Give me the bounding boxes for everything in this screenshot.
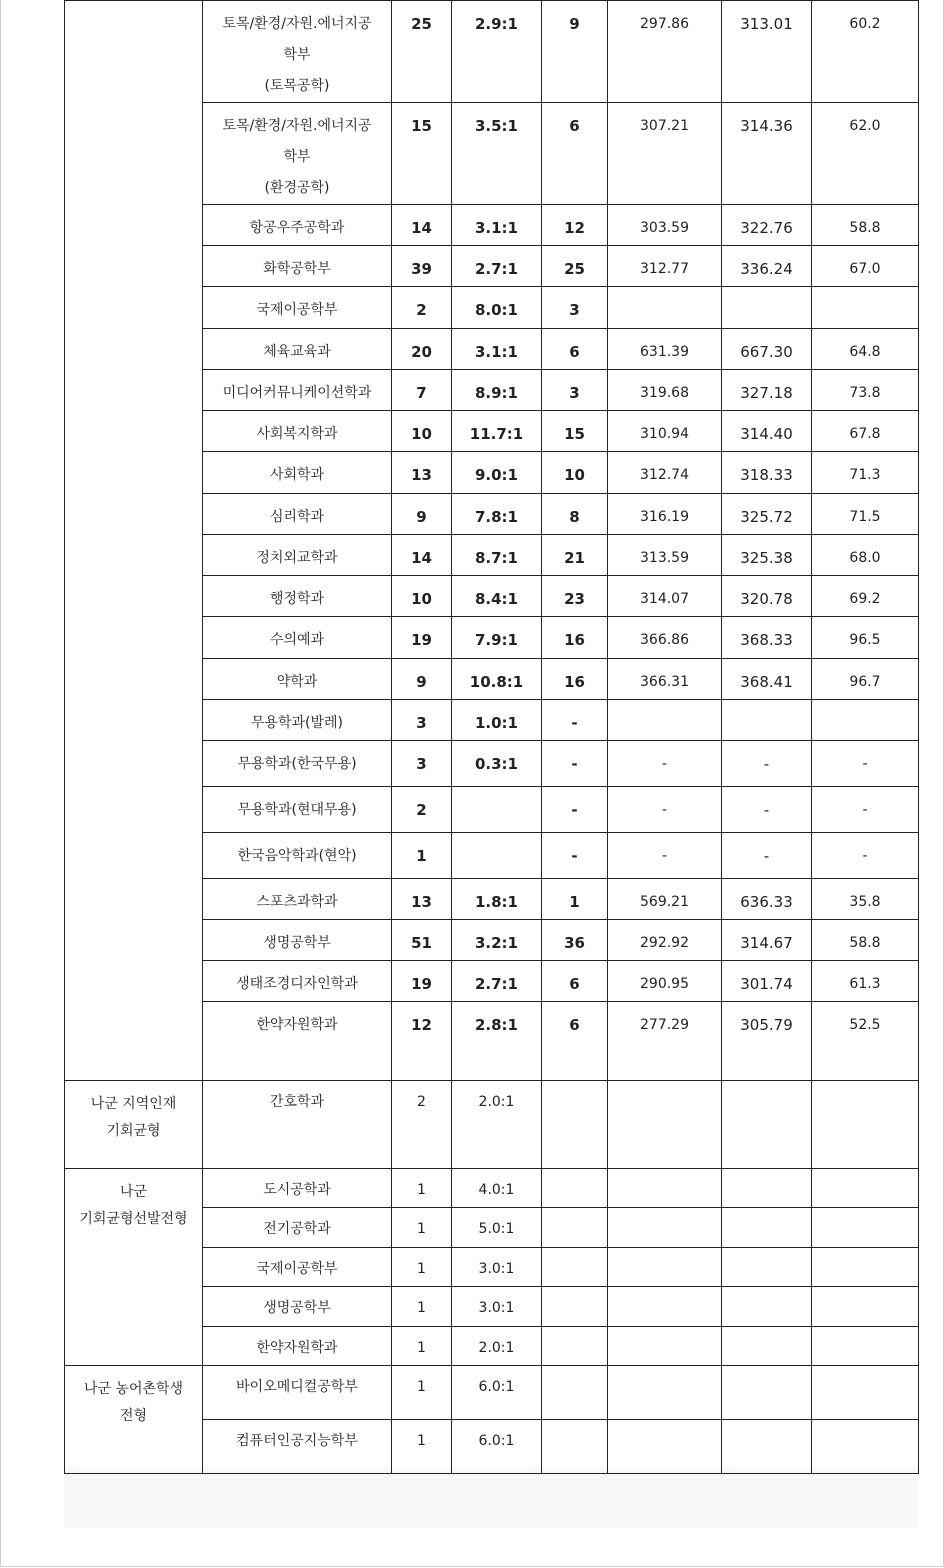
waitlist-rank-cell: 15 [542, 411, 608, 452]
empty-cell [608, 1248, 722, 1287]
score-cell: 366.86 [608, 617, 722, 659]
empty-cell [608, 1327, 722, 1366]
score-cell: 64.8 [812, 329, 919, 370]
score-cell: 316.19 [608, 494, 722, 535]
waitlist-rank-cell: 21 [542, 535, 608, 576]
empty-cell [608, 1081, 722, 1169]
score-cell: 636.33 [722, 879, 812, 920]
table-row [65, 1081, 919, 1169]
competition-ratio-cell: 10.8:1 [452, 659, 542, 700]
score-cell: 58.8 [812, 920, 919, 961]
department-line: 약학과 [276, 674, 318, 690]
score-cell: - [722, 787, 812, 833]
score-cell: 60.2 [812, 1, 919, 103]
competition-ratio-cell [452, 833, 542, 879]
competition-ratio-cell: 6.0:1 [452, 1420, 542, 1474]
quota-cell: 25 [392, 1, 452, 103]
waitlist-rank-cell: - [542, 741, 608, 787]
score-cell: 305.79 [722, 1002, 812, 1081]
score-cell: 327.18 [722, 370, 812, 411]
waitlist-rank-cell: 9 [542, 1, 608, 103]
quota-cell: 1 [392, 1248, 452, 1287]
competition-ratio-cell: 3.0:1 [452, 1287, 542, 1327]
waitlist-rank-cell: 36 [542, 920, 608, 961]
score-cell: 73.8 [812, 370, 919, 411]
quota-cell: 13 [392, 452, 452, 494]
empty-cell [812, 1248, 919, 1287]
department-cell: 바이오메디컬공학부 [203, 1366, 392, 1420]
department-cell: 간호학과 [203, 1081, 392, 1169]
competition-ratio-cell: 2.9:1 [452, 1, 542, 103]
score-cell: 312.77 [608, 246, 722, 287]
department-cell [203, 961, 392, 1002]
score-cell: 313.01 [722, 1, 812, 103]
score-cell: 61.3 [812, 961, 919, 1002]
competition-ratio-cell: 7.8:1 [452, 494, 542, 535]
empty-cell [812, 1287, 919, 1327]
empty-cell [542, 1287, 608, 1327]
empty-cell [608, 1366, 722, 1420]
admission-type-line: 나군 농어촌학생 [83, 1381, 184, 1397]
quota-cell: 9 [392, 494, 452, 535]
empty-cell [812, 1081, 919, 1169]
empty-cell [542, 1169, 608, 1208]
department-line: 학부 [283, 149, 311, 165]
department-cell [203, 659, 392, 700]
competition-ratio-cell: 5.0:1 [452, 1208, 542, 1248]
department-cell [203, 370, 392, 411]
department-line: (환경공학) [264, 180, 330, 196]
score-cell: 319.68 [608, 370, 722, 411]
department-line: (토목공학) [264, 78, 330, 94]
admission-type-line: 기회균형 [106, 1123, 161, 1139]
department-cell [203, 452, 392, 494]
admission-results-table [64, 0, 919, 1474]
footer-band [64, 1468, 918, 1528]
department-cell [203, 833, 392, 879]
score-cell: 297.86 [608, 1, 722, 103]
score-cell: - [812, 787, 919, 833]
waitlist-rank-cell: 6 [542, 103, 608, 205]
score-cell: 314.40 [722, 411, 812, 452]
score-cell: - [722, 833, 812, 879]
score-cell [722, 287, 812, 329]
score-cell: 320.78 [722, 576, 812, 617]
empty-cell [722, 1208, 812, 1248]
quota-cell: 1 [392, 1169, 452, 1208]
waitlist-rank-cell: 23 [542, 576, 608, 617]
quota-cell: 14 [392, 535, 452, 576]
department-cell [203, 494, 392, 535]
admission-type-cell [65, 1169, 203, 1366]
score-cell: 35.8 [812, 879, 919, 920]
department-cell [203, 700, 392, 741]
department-cell [203, 103, 392, 205]
quota-cell: 39 [392, 246, 452, 287]
score-cell: 631.39 [608, 329, 722, 370]
department-line: 무용학과(한국무용) [237, 756, 357, 772]
admission-type-line: 나군 지역인재 [90, 1096, 177, 1112]
waitlist-rank-cell: 16 [542, 659, 608, 700]
empty-cell [812, 1327, 919, 1366]
score-cell: 96.5 [812, 617, 919, 659]
competition-ratio-cell: 8.9:1 [452, 370, 542, 411]
competition-ratio-cell: 8.0:1 [452, 287, 542, 329]
department-cell [203, 411, 392, 452]
department-cell [203, 535, 392, 576]
empty-cell [812, 1366, 919, 1420]
department-cell [203, 205, 392, 246]
table-row [65, 1169, 919, 1208]
competition-ratio-cell: 1.0:1 [452, 700, 542, 741]
department-cell [203, 1, 392, 103]
department-line: 체육교육과 [263, 344, 331, 360]
score-cell: - [608, 787, 722, 833]
waitlist-rank-cell: 12 [542, 205, 608, 246]
empty-cell [722, 1327, 812, 1366]
empty-cell [542, 1327, 608, 1366]
quota-cell: 1 [392, 1366, 452, 1420]
score-cell: 292.92 [608, 920, 722, 961]
department-line: 항공우주공학과 [249, 220, 345, 236]
competition-ratio-cell: 6.0:1 [452, 1366, 542, 1420]
waitlist-rank-cell: - [542, 833, 608, 879]
score-cell: 71.3 [812, 452, 919, 494]
score-cell: 303.59 [608, 205, 722, 246]
competition-ratio-cell: 3.5:1 [452, 103, 542, 205]
table-row [65, 1, 919, 103]
score-cell: 277.29 [608, 1002, 722, 1081]
empty-cell [812, 1208, 919, 1248]
score-cell [812, 700, 919, 741]
department-cell [203, 329, 392, 370]
quota-cell: 20 [392, 329, 452, 370]
score-cell: - [608, 833, 722, 879]
waitlist-rank-cell: 6 [542, 1002, 608, 1081]
department-cell: 전기공학과 [203, 1208, 392, 1248]
waitlist-rank-cell: 6 [542, 961, 608, 1002]
competition-ratio-cell: 1.8:1 [452, 879, 542, 920]
empty-cell [542, 1081, 608, 1169]
competition-ratio-cell: 3.1:1 [452, 205, 542, 246]
department-line: 한약자원학과 [256, 1017, 338, 1033]
department-line: 생명공학부 [263, 935, 331, 951]
department-cell [203, 879, 392, 920]
competition-ratio-cell: 3.1:1 [452, 329, 542, 370]
department-line: 미디어커뮤니케이션학과 [222, 385, 372, 401]
quota-cell: 1 [392, 1208, 452, 1248]
waitlist-rank-cell: 16 [542, 617, 608, 659]
competition-ratio-cell: 7.9:1 [452, 617, 542, 659]
department-cell: 컴퓨터인공지능학부 [203, 1420, 392, 1474]
admission-type-cell [65, 1366, 203, 1474]
score-cell: 314.36 [722, 103, 812, 205]
department-line: 토목/환경/자원.에너지공 [222, 16, 372, 32]
department-cell: 도시공학과 [203, 1169, 392, 1208]
score-cell: 62.0 [812, 103, 919, 205]
department-cell [203, 246, 392, 287]
score-cell: 312.74 [608, 452, 722, 494]
department-line: 사회학과 [269, 467, 325, 483]
competition-ratio-cell: 11.7:1 [452, 411, 542, 452]
score-cell: - [812, 741, 919, 787]
competition-ratio-cell: 2.7:1 [452, 246, 542, 287]
score-cell: 368.33 [722, 617, 812, 659]
score-cell [608, 700, 722, 741]
score-cell: 310.94 [608, 411, 722, 452]
score-cell: - [722, 741, 812, 787]
competition-ratio-cell: 8.4:1 [452, 576, 542, 617]
department-cell [203, 617, 392, 659]
score-cell: 368.41 [722, 659, 812, 700]
empty-cell [542, 1248, 608, 1287]
score-cell: 69.2 [812, 576, 919, 617]
department-line: 심리학과 [269, 509, 325, 525]
department-line: 수의예과 [269, 632, 325, 648]
table-row [65, 1366, 919, 1420]
score-cell: 336.24 [722, 246, 812, 287]
empty-cell [542, 1208, 608, 1248]
empty-cell [722, 1366, 812, 1420]
competition-ratio-cell: 2.8:1 [452, 1002, 542, 1081]
quota-cell: 19 [392, 617, 452, 659]
empty-cell [608, 1420, 722, 1474]
quota-cell: 10 [392, 576, 452, 617]
competition-ratio-cell: 0.3:1 [452, 741, 542, 787]
score-cell: 68.0 [812, 535, 919, 576]
competition-ratio-cell: 2.7:1 [452, 961, 542, 1002]
competition-ratio-cell: 3.0:1 [452, 1248, 542, 1287]
department-cell [203, 741, 392, 787]
department-cell [203, 787, 392, 833]
empty-cell [722, 1287, 812, 1327]
empty-cell [722, 1169, 812, 1208]
competition-ratio-cell [452, 787, 542, 833]
waitlist-rank-cell: 10 [542, 452, 608, 494]
category-cell [65, 1, 203, 1081]
quota-cell: 7 [392, 370, 452, 411]
department-line: 토목/환경/자원.에너지공 [222, 118, 372, 134]
waitlist-rank-cell: 8 [542, 494, 608, 535]
quota-cell: 1 [392, 833, 452, 879]
score-cell: 366.31 [608, 659, 722, 700]
quota-cell: 3 [392, 741, 452, 787]
score-cell: - [608, 741, 722, 787]
department-cell [203, 1002, 392, 1081]
empty-cell [542, 1420, 608, 1474]
empty-cell [722, 1081, 812, 1169]
department-line: 생태조경디자인학과 [236, 976, 358, 992]
score-cell: 52.5 [812, 1002, 919, 1081]
empty-cell [812, 1420, 919, 1474]
score-cell: 96.7 [812, 659, 919, 700]
score-cell: 313.59 [608, 535, 722, 576]
score-cell: 325.72 [722, 494, 812, 535]
department-cell: 국제이공학부 [203, 1248, 392, 1287]
admission-type-line: 기회균형선발전형 [79, 1211, 188, 1227]
quota-cell: 1 [392, 1287, 452, 1327]
department-line: 무용학과(현대무용) [237, 802, 357, 818]
score-cell: - [812, 833, 919, 879]
score-cell: 314.67 [722, 920, 812, 961]
department-line: 정치외교학과 [256, 550, 338, 566]
competition-ratio-cell: 2.0:1 [452, 1081, 542, 1169]
department-cell [203, 287, 392, 329]
waitlist-rank-cell: 3 [542, 287, 608, 329]
competition-ratio-cell: 3.2:1 [452, 920, 542, 961]
admission-type-line: 나군 [119, 1184, 148, 1200]
department-cell: 생명공학부 [203, 1287, 392, 1327]
department-line: 한국음악학과(현악) [237, 848, 357, 864]
score-cell: 67.0 [812, 246, 919, 287]
quota-cell: 12 [392, 1002, 452, 1081]
empty-cell [608, 1208, 722, 1248]
empty-cell [722, 1420, 812, 1474]
score-cell [812, 287, 919, 329]
competition-ratio-cell: 2.0:1 [452, 1327, 542, 1366]
score-cell: 58.8 [812, 205, 919, 246]
score-cell [608, 287, 722, 329]
score-cell: 569.21 [608, 879, 722, 920]
quota-cell: 3 [392, 700, 452, 741]
quota-cell: 15 [392, 103, 452, 205]
waitlist-rank-cell: - [542, 787, 608, 833]
department-line: 학부 [283, 47, 311, 63]
empty-cell [542, 1366, 608, 1420]
score-cell: 307.21 [608, 103, 722, 205]
quota-cell: 9 [392, 659, 452, 700]
empty-cell [608, 1169, 722, 1208]
competition-ratio-cell: 4.0:1 [452, 1169, 542, 1208]
quota-cell: 51 [392, 920, 452, 961]
quota-cell: 14 [392, 205, 452, 246]
quota-cell: 2 [392, 787, 452, 833]
department-line: 행정학과 [269, 591, 325, 607]
score-cell: 314.07 [608, 576, 722, 617]
score-cell: 318.33 [722, 452, 812, 494]
quota-cell: 2 [392, 287, 452, 329]
waitlist-rank-cell: - [542, 700, 608, 741]
waitlist-rank-cell: 1 [542, 879, 608, 920]
department-line: 스포츠과학과 [256, 894, 338, 910]
quota-cell: 13 [392, 879, 452, 920]
empty-cell [608, 1287, 722, 1327]
score-cell: 667.30 [722, 329, 812, 370]
department-line: 국제이공학부 [256, 302, 338, 318]
score-cell: 290.95 [608, 961, 722, 1002]
score-cell [722, 700, 812, 741]
quota-cell: 1 [392, 1420, 452, 1474]
department-line: 화학공학부 [263, 261, 331, 277]
score-cell: 322.76 [722, 205, 812, 246]
score-cell: 67.8 [812, 411, 919, 452]
competition-ratio-cell: 8.7:1 [452, 535, 542, 576]
department-cell [203, 920, 392, 961]
score-cell: 325.38 [722, 535, 812, 576]
admission-type-line: 전형 [119, 1408, 148, 1424]
waitlist-rank-cell: 3 [542, 370, 608, 411]
quota-cell: 1 [392, 1327, 452, 1366]
competition-ratio-cell: 9.0:1 [452, 452, 542, 494]
department-cell [203, 576, 392, 617]
quota-cell: 19 [392, 961, 452, 1002]
score-cell: 301.74 [722, 961, 812, 1002]
department-cell: 한약자원학과 [203, 1327, 392, 1366]
waitlist-rank-cell: 6 [542, 329, 608, 370]
admission-type-cell [65, 1081, 203, 1169]
empty-cell [812, 1169, 919, 1208]
quota-cell: 2 [392, 1081, 452, 1169]
department-line: 사회복지학과 [256, 426, 338, 442]
empty-cell [722, 1248, 812, 1287]
department-line: 무용학과(발레) [250, 715, 344, 731]
quota-cell: 10 [392, 411, 452, 452]
score-cell: 71.5 [812, 494, 919, 535]
waitlist-rank-cell: 25 [542, 246, 608, 287]
